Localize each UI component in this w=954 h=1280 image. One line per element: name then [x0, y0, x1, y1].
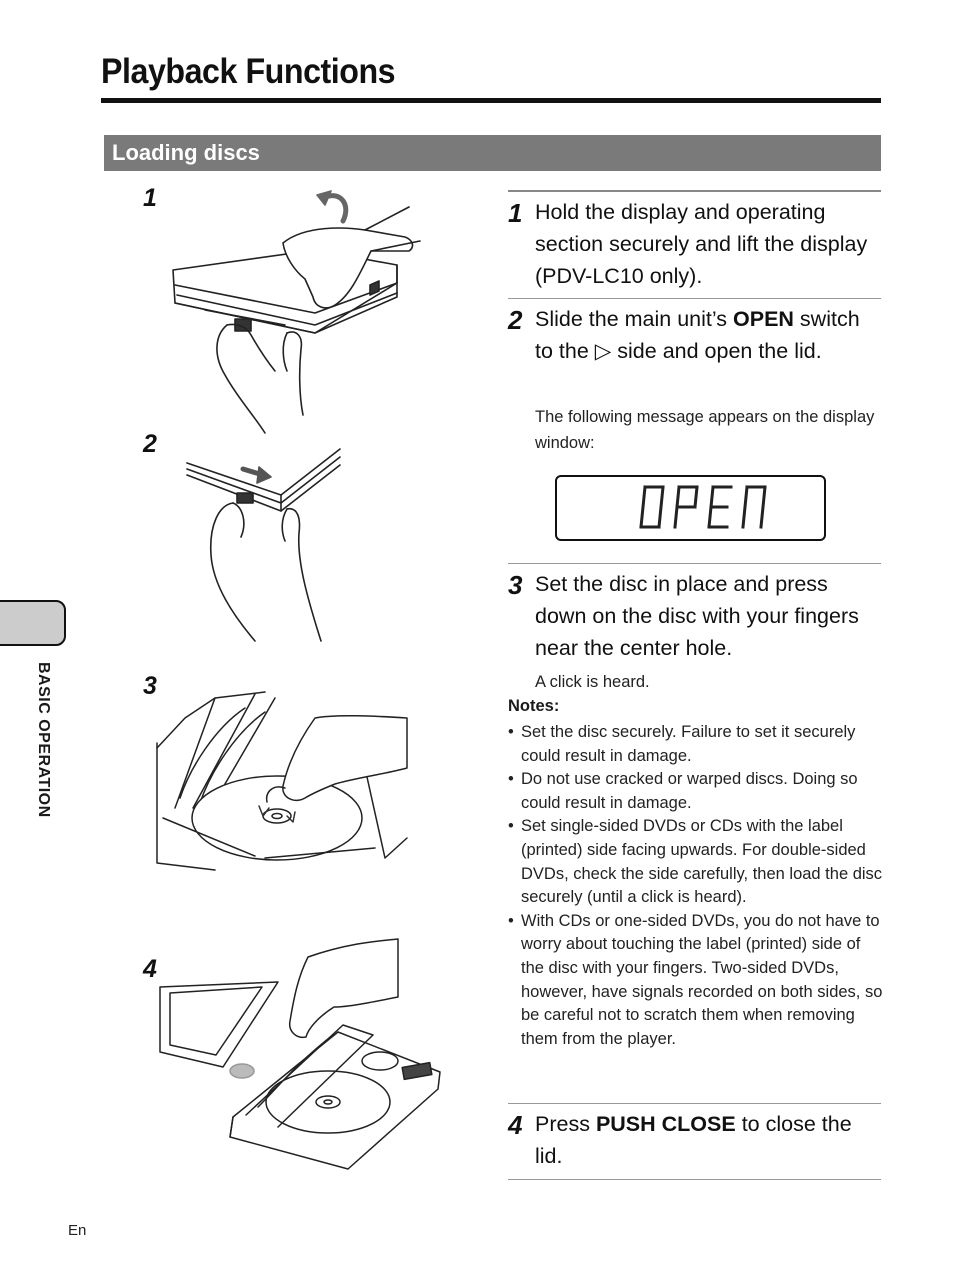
step-3-note: A click is heard.	[535, 673, 650, 691]
page-language-label: En	[68, 1222, 87, 1239]
step-text: Hold the display and operating section securely and lift the display (PDV-LC10 only).	[535, 200, 868, 288]
step-text: Set the disc in place and press down on the disc with your fingers near the center hole.	[535, 572, 859, 660]
step-rule	[508, 298, 881, 299]
note-item: • Set single-sided DVDs or CDs with the label (printed) side facing upwards. For double-sided DVDs, check the side carefully, then load the disc securely (until a click is heard).	[508, 815, 883, 909]
step-2-note: The following message appears on the display window:	[535, 408, 875, 452]
step-2	[508, 303, 881, 367]
figure-close-lid	[158, 937, 443, 1172]
step-text: Press PUSH CLOSE to close the lid.	[535, 1112, 852, 1168]
title-rule	[101, 98, 881, 103]
figure-number-3: 3	[143, 672, 157, 700]
step-3	[508, 568, 881, 664]
figure-number-4: 4	[143, 955, 157, 983]
note-item: • Do not use cracked or warped discs. Doing so could result in damage.	[508, 768, 883, 815]
step-rule	[508, 1103, 881, 1104]
note-item: • Set the disc securely. Failure to set it securely could result in damage.	[508, 721, 883, 768]
push-close-label: PUSH CLOSE	[595, 1112, 736, 1136]
open-switch-label: OPEN	[733, 307, 794, 331]
step-rule	[508, 190, 881, 192]
step-rule	[508, 1179, 881, 1180]
step-number: 1	[508, 198, 523, 228]
step-rule	[508, 563, 881, 564]
notes-heading: Notes:	[508, 697, 560, 715]
section-heading: Loading discs	[104, 135, 881, 171]
display-window	[555, 475, 826, 541]
side-tab	[0, 600, 66, 646]
step-text: Slide the main unit’s OPEN switch to the ▷ side and open the lid.	[535, 307, 860, 363]
notes-list	[508, 721, 883, 1051]
figure-number-1: 1	[143, 184, 157, 212]
figure-number-2: 2	[143, 430, 157, 458]
step-number: 3	[508, 570, 523, 600]
note-item: • With CDs or one-sided DVDs, you do not have to worry about touching the label (printed) side of the disc with your fingers. Two-sided DVDs, however, have signals recorded on both sides, so be careful not to scratch them when removing them from the player.	[508, 910, 883, 1052]
figure-slide-open	[185, 445, 350, 645]
step-1	[508, 196, 881, 292]
step-4	[508, 1108, 881, 1172]
display-window-segments	[557, 477, 824, 539]
side-label: BASIC OPERATION	[35, 662, 52, 818]
figure-set-disc	[155, 688, 410, 873]
page-title: Playback Functions	[101, 52, 396, 91]
step-number: 2	[508, 305, 523, 335]
figure-lift-display	[165, 185, 425, 435]
step-number: 4	[508, 1110, 523, 1140]
